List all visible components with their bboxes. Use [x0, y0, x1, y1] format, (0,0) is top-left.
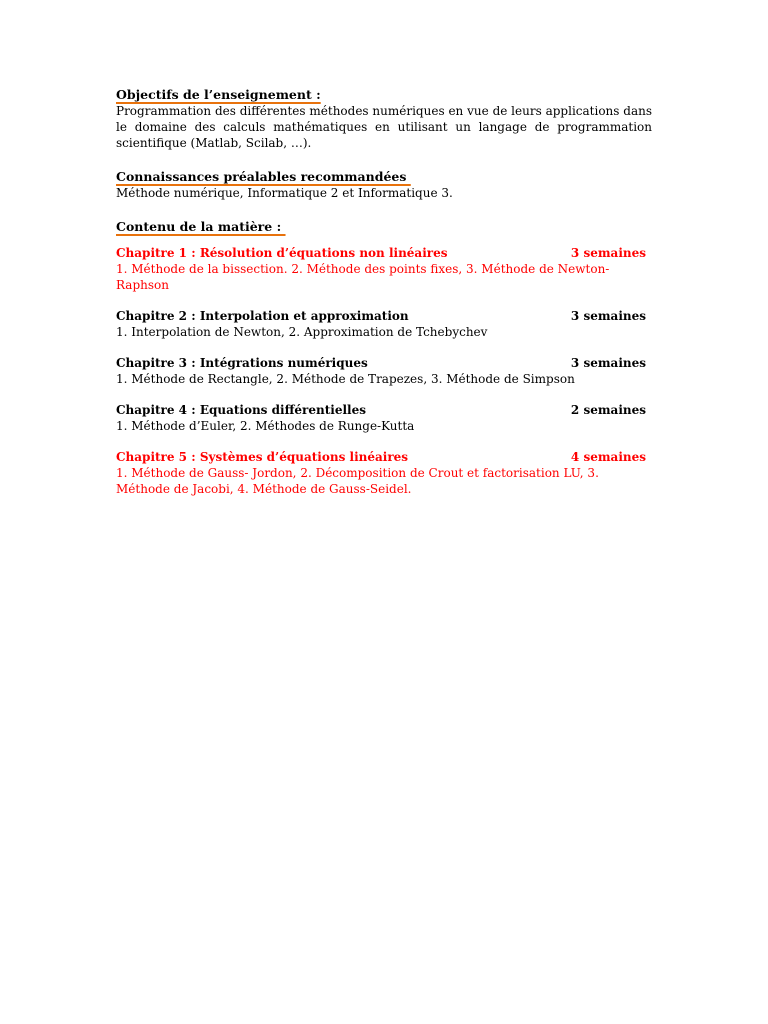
chapter-title: Chapitre 3 : Intégrations numériques	[116, 356, 368, 370]
chapter-title: Chapitre 5 : Systèmes d’équations linéaires	[116, 450, 409, 464]
chapter-duration: 3 semaines	[570, 309, 646, 323]
prealables-section	[116, 169, 652, 201]
chapter-4	[116, 402, 652, 434]
chapter-content: 1. Méthode d’Euler, 2. Méthodes de Runge-Kutta	[116, 419, 415, 433]
chapter-title: Chapitre 4 : Equations différentielles	[116, 403, 366, 417]
chapter-duration: 3 semaines	[570, 356, 646, 370]
chapter-2	[116, 308, 652, 340]
chapter-header	[116, 402, 652, 418]
objectifs-section	[116, 87, 652, 151]
chapter-content: 1. Méthode de Rectangle, 2. Méthode de Trapezes, 3. Méthode de Simpson	[116, 372, 575, 386]
chapter-5	[116, 449, 652, 497]
objectifs-heading: Objectifs de l’enseignement :	[116, 87, 321, 102]
chapter-header	[116, 355, 652, 371]
prealables-text: Méthode numérique, Informatique 2 et Informatique 3.	[116, 186, 453, 200]
chapter-1	[116, 245, 652, 293]
chapter-3	[116, 355, 652, 387]
chapter-title: Chapitre 1 : Résolution d’équations non linéaires	[116, 246, 448, 260]
chapter-header	[116, 308, 652, 324]
contenu-section	[116, 219, 652, 235]
chapter-duration: 3 semaines	[570, 246, 646, 260]
prealables-heading: Connaissances préalables recommandées	[116, 169, 411, 184]
chapter-title: Chapitre 2 : Interpolation et approximation	[116, 309, 409, 323]
chapter-content: 1. Méthode de la bissection. 2. Méthode des points fixes, 3. Méthode de Newton-Raphson	[116, 262, 610, 292]
chapter-content: 1. Interpolation de Newton, 2. Approximation de Tchebychev	[116, 325, 488, 339]
chapter-duration: 2 semaines	[570, 403, 646, 417]
chapter-header	[116, 245, 652, 261]
chapter-duration: 4 semaines	[570, 450, 646, 464]
document-content	[116, 87, 652, 512]
chapter-header	[116, 449, 652, 465]
contenu-heading: Contenu de la matière :	[116, 219, 286, 234]
objectifs-text: Programmation des différentes méthodes numériques en vue de leurs applications dans le domaine des calculs mathématiques en utilisant un langage de programmation scientifique (Matlab, Scilab, …).	[116, 104, 652, 150]
chapter-content: 1. Méthode de Gauss- Jordon, 2. Décomposition de Crout et factorisation LU, 3. Méthode de Jacobi, 4. Méthode de Gauss-Seidel.	[116, 466, 599, 496]
